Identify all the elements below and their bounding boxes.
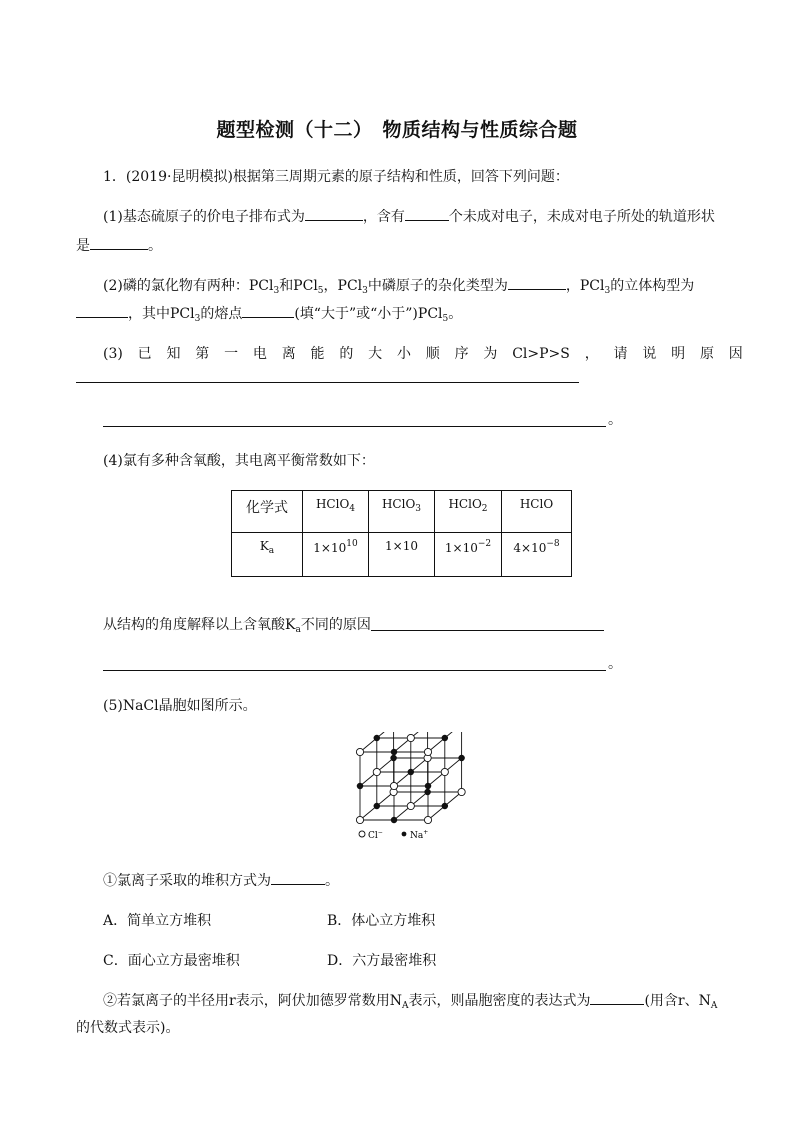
- answer-blank[interactable]: [90, 235, 148, 250]
- legend-cl-label: Cl−: [368, 829, 383, 841]
- table-cell: HClO$_3$: [369, 491, 435, 533]
- part-3-char: 离: [281, 346, 296, 362]
- part-5-q2-line-1: ②若氯离子的半径用r表示，阿伏加德罗常数用$N_A$表示，则晶胞密度的表达式为 (用含r、$N_A$: [103, 990, 717, 1016]
- ionization-constant-table: [231, 490, 572, 577]
- chloride-ion: [356, 816, 363, 823]
- table-cell: HClO$_2$: [435, 491, 502, 533]
- part-3-char: 一: [224, 346, 239, 362]
- part-3-char: 说: [642, 346, 657, 362]
- answer-blank[interactable]: [305, 206, 363, 221]
- sodium-ion: [425, 783, 431, 789]
- answer-blank[interactable]: [590, 990, 644, 1005]
- table-cell: HClO: [502, 491, 572, 533]
- question-stem: 1．(2019·昆明模拟)根据第三周期元素的原子结构和性质，回答下列问题：: [103, 169, 569, 185]
- sodium-ion: [391, 817, 397, 823]
- answer-line[interactable]: [103, 426, 606, 427]
- answer-blank[interactable]: [76, 303, 128, 318]
- part-3-char: 请: [613, 346, 628, 362]
- table-cell: 化学式: [232, 491, 303, 533]
- chloride-legend-icon: [359, 831, 365, 837]
- answer-line[interactable]: [103, 670, 606, 671]
- part-3-char: Cl>P>S: [512, 346, 570, 362]
- period-mark: 。: [608, 656, 622, 672]
- part-5-q1: ①氯离子采取的堆积方式为 。: [103, 870, 339, 891]
- part-3-char: 因: [728, 346, 743, 362]
- table-cell: $1\times 10^{-2}$: [435, 533, 502, 577]
- part-2-line-2: ，其中PCl$_3$的熔点 (填“大于”或“小于”)PCl$_5$。: [76, 303, 462, 329]
- chloride-ion: [407, 734, 414, 741]
- sodium-ion: [442, 735, 448, 741]
- part-5-intro: (5)NaCl晶胞如图所示。: [103, 698, 257, 714]
- page-title: 题型检测（十二） 物质结构与性质综合题: [216, 119, 578, 141]
- sodium-ion: [425, 789, 431, 795]
- sodium-ion: [374, 735, 380, 741]
- period-mark: 。: [608, 412, 622, 428]
- part-4-intro: (4)氯有多种含氧酸，其电离平衡常数如下：: [103, 453, 375, 469]
- part-3-char: 顺: [425, 346, 440, 362]
- part-3-char: 序: [454, 346, 469, 362]
- part-3-char: 能: [310, 346, 325, 362]
- answer-blank[interactable]: [508, 275, 566, 290]
- nacl-unit-cell-diagram: [352, 732, 472, 844]
- part-3-char: 的: [339, 346, 354, 362]
- sodium-ion: [391, 755, 397, 761]
- part-3-char: 知: [166, 346, 181, 362]
- table-cell: HClO$_4$: [303, 491, 369, 533]
- table-cell: $4\times 10^{-8}$: [502, 533, 572, 577]
- table-cell: $K_a$: [232, 533, 303, 577]
- answer-blank[interactable]: [242, 303, 294, 318]
- part-3-line: [103, 344, 743, 364]
- answer-blank[interactable]: [271, 870, 325, 885]
- chloride-ion: [373, 768, 380, 775]
- sodium-legend-icon: [402, 832, 407, 837]
- part-1-line-1: (1)基态硫原子的价电子排布式为 ，含有 个未成对电子，未成对电子所处的轨道形状: [103, 206, 715, 227]
- part-4-explain: 从结构的角度解释以上含氧酸$K_a$不同的原因: [103, 617, 371, 635]
- option-b[interactable]: B．体心立方堆积: [327, 913, 436, 929]
- part-2-line-1: (2)磷的氯化物有两种：PCl$_3$和PCl$_5$，PCl$_3$中磷原子的杂化类型为 ，PCl$_3$的立体构型为: [103, 275, 694, 301]
- table-row: [232, 533, 572, 577]
- sodium-ion: [357, 783, 363, 789]
- part-3-char: 电: [252, 346, 267, 362]
- part-3-char: 为: [483, 346, 498, 362]
- sodium-ion: [391, 749, 397, 755]
- part-3-char: (3): [103, 346, 123, 362]
- part-3-char: 小: [396, 346, 411, 362]
- part-1-line-2: 是 。: [76, 235, 162, 256]
- chloride-ion: [424, 816, 431, 823]
- answer-line[interactable]: [76, 382, 579, 383]
- part-3-char: ，: [584, 346, 599, 362]
- part-3-char: 已: [137, 346, 152, 362]
- sodium-ion: [374, 803, 380, 809]
- part-3-char: 明: [671, 346, 686, 362]
- chloride-ion: [407, 802, 414, 809]
- table-cell: 1×10: [369, 533, 435, 577]
- chloride-ion: [441, 768, 448, 775]
- chloride-ion: [458, 788, 465, 795]
- chloride-ion: [390, 782, 397, 789]
- answer-blank[interactable]: [405, 206, 449, 221]
- legend-na-label: Na+: [410, 829, 429, 841]
- table-header-row: [232, 491, 572, 533]
- sodium-ion: [442, 803, 448, 809]
- option-a[interactable]: A．简单立方堆积: [103, 913, 212, 929]
- table-cell: $1\times 10^{10}$: [303, 533, 369, 577]
- answer-line[interactable]: [371, 630, 604, 631]
- part-5-q2-line-2: 的代数式表示)。: [76, 1020, 180, 1036]
- option-c[interactable]: C．面心立方最密堆积: [103, 953, 240, 969]
- chloride-ion: [356, 748, 363, 755]
- chloride-ion: [424, 748, 431, 755]
- sodium-ion: [459, 755, 465, 761]
- sodium-ion: [408, 769, 414, 775]
- part-3-char: 第: [195, 346, 210, 362]
- part-3-char: 大: [368, 346, 383, 362]
- part-3-char: 原: [699, 346, 714, 362]
- option-d[interactable]: D．六方最密堆积: [327, 953, 437, 969]
